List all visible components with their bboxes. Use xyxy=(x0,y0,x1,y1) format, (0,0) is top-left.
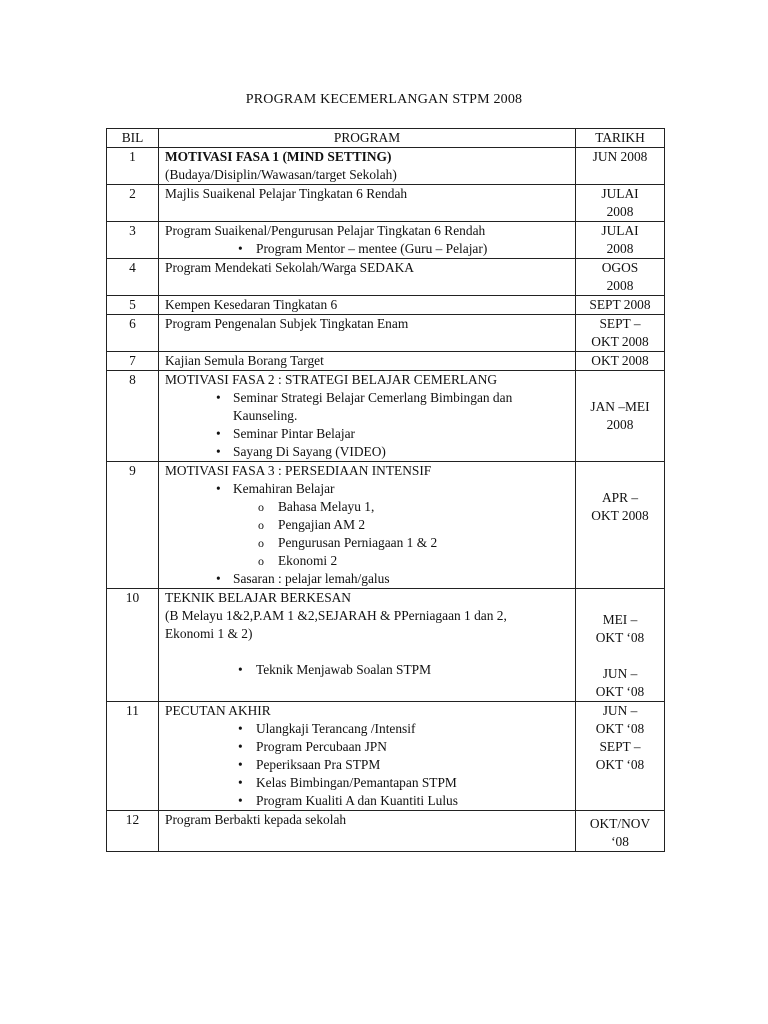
row-program xyxy=(159,371,576,462)
tarikh-text: OGOS xyxy=(601,260,639,275)
sub-bullet-item xyxy=(165,552,569,570)
bullet-text: Sasaran : pelajar lemah/galus xyxy=(233,571,390,586)
row-program xyxy=(159,185,576,222)
tarikh-text: 2008 xyxy=(606,241,634,256)
table-row xyxy=(107,148,665,185)
row-tarikh xyxy=(576,148,665,185)
tarikh-text: 2008 xyxy=(606,417,634,432)
program-subtitle: (Budaya/Disiplin/Wawasan/target Sekolah) xyxy=(165,167,397,182)
tarikh-text: 2008 xyxy=(606,204,634,219)
bullet-item xyxy=(165,443,569,461)
tarikh-text: JUN – xyxy=(602,703,638,718)
bullet-item xyxy=(165,570,569,588)
tarikh-text: OKT ‘08 xyxy=(595,630,645,645)
row-program xyxy=(159,589,576,702)
row-program xyxy=(159,811,576,852)
bullet-icon: • xyxy=(216,390,221,405)
row-program xyxy=(159,222,576,259)
tarikh-text: JULAI xyxy=(601,186,639,201)
circle-bullet-icon: o xyxy=(258,554,264,568)
row-tarikh xyxy=(576,352,665,371)
bullet-text: Teknik Menjawab Soalan STPM xyxy=(256,662,431,677)
bullet-icon: • xyxy=(216,444,221,459)
bullet-icon: • xyxy=(238,739,243,754)
sub-bullet-text: Pengajian AM 2 xyxy=(278,517,366,532)
tarikh-text: JULAI xyxy=(601,223,639,238)
tarikh-text: OKT ‘08 xyxy=(595,684,645,699)
program-title: MOTIVASI FASA 2 : STRATEGI BELAJAR CEMERLANG xyxy=(165,372,498,387)
bullet-text: Ulangkaji Terancang /Intensif xyxy=(256,721,416,736)
bullet-item xyxy=(165,480,569,498)
sub-bullet-item xyxy=(165,534,569,552)
bullet-icon: • xyxy=(238,793,243,808)
program-title: Program Suaikenal/Pengurusan Pelajar Tingkatan 6 Rendah xyxy=(165,223,486,238)
bullet-text: Program Percubaan JPN xyxy=(256,739,387,754)
row-bil: 10 xyxy=(107,589,159,702)
tarikh-text: MEI – xyxy=(602,612,638,627)
program-detail: (B Melayu 1&2,P.AM 1 &2,SEJARAH & PPerniagaan 1 dan 2, xyxy=(165,608,507,623)
bullet-text: Seminar Strategi Belajar Cemerlang Bimbingan dan xyxy=(233,390,513,405)
program-table xyxy=(106,128,665,852)
bullet-text: Kaunseling. xyxy=(233,408,298,423)
row-tarikh xyxy=(576,811,665,852)
table-row xyxy=(107,222,665,259)
program-title: Kempen Kesedaran Tingkatan 6 xyxy=(165,297,338,312)
header-program: PROGRAM xyxy=(159,129,576,148)
table-header-row xyxy=(107,129,665,148)
bullet-item xyxy=(165,792,569,810)
tarikh-text: 2008 xyxy=(606,278,634,293)
tarikh-text: OKT 2008 xyxy=(591,334,649,349)
table-row xyxy=(107,259,665,296)
row-bil: 2 xyxy=(107,185,159,222)
row-tarikh xyxy=(576,315,665,352)
bullet-item xyxy=(165,756,569,774)
row-program xyxy=(159,296,576,315)
row-bil: 5 xyxy=(107,296,159,315)
page-title: PROGRAM KECEMERLANGAN STPM 2008 xyxy=(245,92,523,107)
row-bil: 1 xyxy=(107,148,159,185)
bullet-item xyxy=(165,661,569,679)
tarikh-text: JUN 2008 xyxy=(592,149,648,164)
bullet-icon: • xyxy=(238,721,243,736)
bullet-text: Sayang Di Sayang (VIDEO) xyxy=(233,444,386,459)
bullet-text: Kelas Bimbingan/Pemantapan STPM xyxy=(256,775,457,790)
bullet-icon: • xyxy=(238,241,243,256)
program-title: Program Pengenalan Subjek Tingkatan Enam xyxy=(165,316,409,331)
row-tarikh xyxy=(576,702,665,811)
bullet-item xyxy=(165,389,569,407)
tarikh-text: JAN –MEI xyxy=(590,399,650,414)
row-bil: 4 xyxy=(107,259,159,296)
table-row xyxy=(107,702,665,811)
row-program xyxy=(159,315,576,352)
bullet-icon: • xyxy=(238,662,243,677)
sub-bullet-item xyxy=(165,498,569,516)
row-tarikh xyxy=(576,222,665,259)
bullet-text: Kemahiran Belajar xyxy=(233,481,335,496)
program-title: PECUTAN AKHIR xyxy=(165,703,271,718)
bullet-icon: • xyxy=(216,571,221,586)
bullet-icon: • xyxy=(216,426,221,441)
sub-bullet-text: Ekonomi 2 xyxy=(278,553,338,568)
tarikh-text: OKT ‘08 xyxy=(595,721,645,736)
row-program xyxy=(159,352,576,371)
program-title: Kajian Semula Borang Target xyxy=(165,353,324,368)
program-title: Majlis Suaikenal Pelajar Tingkatan 6 Rendah xyxy=(165,186,408,201)
bullet-item xyxy=(165,240,569,258)
tarikh-text: SEPT – xyxy=(599,739,641,754)
program-title: MOTIVASI FASA 1 (MIND SETTING) xyxy=(165,149,392,164)
row-tarikh xyxy=(576,589,665,702)
bullet-item xyxy=(165,738,569,756)
table-row xyxy=(107,296,665,315)
program-title: Program Berbakti kepada sekolah xyxy=(165,812,347,827)
table-row xyxy=(107,371,665,462)
row-bil: 11 xyxy=(107,702,159,811)
row-program xyxy=(159,259,576,296)
program-title: MOTIVASI FASA 3 : PERSEDIAAN INTENSIF xyxy=(165,463,432,478)
tarikh-text: SEPT 2008 xyxy=(589,297,651,312)
tarikh-text: OKT 2008 xyxy=(591,508,649,523)
row-tarikh xyxy=(576,296,665,315)
bullet-text: Program Mentor – mentee (Guru – Pelajar) xyxy=(256,241,488,256)
sub-bullet-item xyxy=(165,516,569,534)
table-row xyxy=(107,589,665,702)
row-bil: 9 xyxy=(107,462,159,589)
row-tarikh xyxy=(576,371,665,462)
row-tarikh xyxy=(576,462,665,589)
header-bil: BIL xyxy=(107,129,159,148)
program-title: TEKNIK BELAJAR BERKESAN xyxy=(165,590,351,605)
row-bil: 7 xyxy=(107,352,159,371)
bullet-item-continued xyxy=(165,407,569,425)
tarikh-text: OKT/NOV xyxy=(589,816,651,831)
bullet-text: Peperiksaan Pra STPM xyxy=(256,757,381,772)
row-program xyxy=(159,148,576,185)
row-bil: 12 xyxy=(107,811,159,852)
circle-bullet-icon: o xyxy=(258,500,264,514)
program-title: Program Mendekati Sekolah/Warga SEDAKA xyxy=(165,260,414,275)
row-program xyxy=(159,462,576,589)
tarikh-text: ‘08 xyxy=(611,834,629,849)
tarikh-text: APR – xyxy=(601,490,639,505)
circle-bullet-icon: o xyxy=(258,536,264,550)
bullet-icon: • xyxy=(238,757,243,772)
table-row xyxy=(107,315,665,352)
table-row xyxy=(107,811,665,852)
bullet-text: Seminar Pintar Belajar xyxy=(233,426,355,441)
bullet-item xyxy=(165,720,569,738)
bullet-text: Program Kualiti A dan Kuantiti Lulus xyxy=(256,793,458,808)
program-detail: Ekonomi 1 & 2) xyxy=(165,626,253,641)
row-program xyxy=(159,702,576,811)
bullet-item xyxy=(165,774,569,792)
table-row xyxy=(107,462,665,589)
row-tarikh xyxy=(576,185,665,222)
tarikh-text: OKT 2008 xyxy=(591,353,649,368)
tarikh-text: JUN – xyxy=(602,666,638,681)
bullet-icon: • xyxy=(216,481,221,496)
row-tarikh xyxy=(576,259,665,296)
circle-bullet-icon: o xyxy=(258,518,264,532)
tarikh-text: OKT ‘08 xyxy=(595,757,645,772)
row-bil: 8 xyxy=(107,371,159,462)
row-bil: 3 xyxy=(107,222,159,259)
table-row xyxy=(107,352,665,371)
sub-bullet-text: Bahasa Melayu 1, xyxy=(278,499,375,514)
bullet-icon: • xyxy=(238,775,243,790)
table-row xyxy=(107,185,665,222)
sub-bullet-text: Pengurusan Perniagaan 1 & 2 xyxy=(278,535,438,550)
header-tarikh: TARIKH xyxy=(576,129,665,148)
tarikh-text: SEPT – xyxy=(599,316,641,331)
row-bil: 6 xyxy=(107,315,159,352)
bullet-item xyxy=(165,425,569,443)
